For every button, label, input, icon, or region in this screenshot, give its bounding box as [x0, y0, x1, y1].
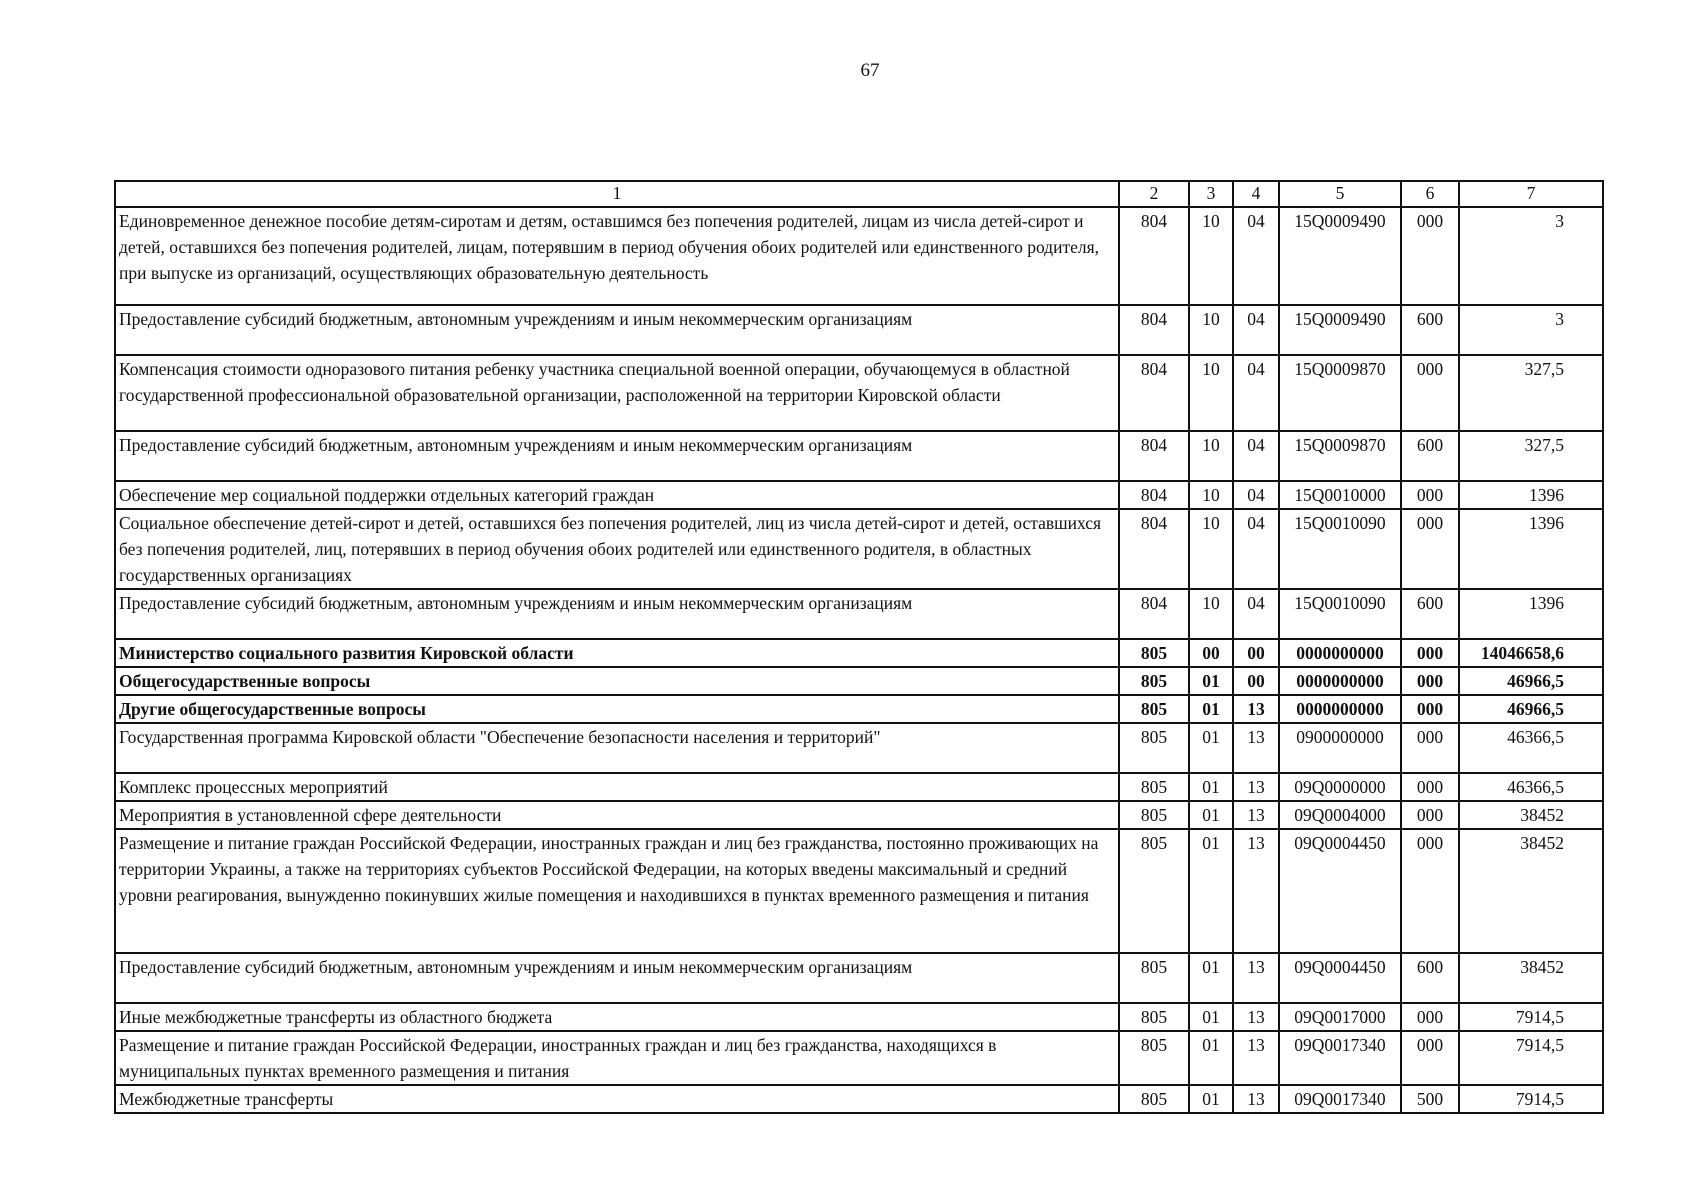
row-expense-type-cell: 000	[1401, 509, 1459, 589]
row-code-cell: 804	[1119, 355, 1189, 431]
row-name-cell: Размещение и питание граждан Российской Федерации, иностранных граждан и лиц без гражданства, находящихся в муниципальных пунктах временного размещения и питания	[115, 1031, 1119, 1085]
row-subsection-cell: 00	[1233, 667, 1279, 695]
row-code-cell: 805	[1119, 829, 1189, 953]
table-row	[115, 431, 1603, 481]
column-header: 5	[1279, 181, 1401, 207]
row-subsection-cell: 04	[1233, 589, 1279, 639]
table-row	[115, 773, 1603, 801]
row-name-cell: Министерство социального развития Кировской области	[115, 639, 1119, 667]
row-subsection-cell: 13	[1233, 829, 1279, 953]
row-target-article-cell: 0900000000	[1279, 723, 1401, 773]
row-amount-cell: 7914,5	[1459, 1003, 1603, 1031]
row-target-article-cell: 15Q0009870	[1279, 431, 1401, 481]
row-subsection-cell: 13	[1233, 723, 1279, 773]
row-section-cell: 01	[1189, 1031, 1233, 1085]
row-name-cell: Государственная программа Кировской области "Обеспечение безопасности населения и территорий"	[115, 723, 1119, 773]
row-name-cell: Предоставление субсидий бюджетным, автономным учреждениям и иным некоммерческим организациям	[115, 589, 1119, 639]
row-target-article-cell: 15Q0009490	[1279, 207, 1401, 305]
column-header: 4	[1233, 181, 1279, 207]
budget-table	[114, 180, 1604, 1114]
row-expense-type-cell: 600	[1401, 953, 1459, 1003]
row-amount-cell: 327,5	[1459, 355, 1603, 431]
row-amount-cell: 1396	[1459, 589, 1603, 639]
column-header: 2	[1119, 181, 1189, 207]
row-target-article-cell: 09Q0017340	[1279, 1085, 1401, 1113]
column-header: 1	[115, 181, 1119, 207]
table-body	[115, 207, 1603, 1113]
row-amount-cell: 38452	[1459, 829, 1603, 953]
row-target-article-cell: 15Q0009490	[1279, 305, 1401, 355]
row-amount-cell: 327,5	[1459, 431, 1603, 481]
table-row	[115, 639, 1603, 667]
row-section-cell: 01	[1189, 695, 1233, 723]
row-expense-type-cell: 000	[1401, 1031, 1459, 1085]
row-expense-type-cell: 600	[1401, 431, 1459, 481]
row-expense-type-cell: 500	[1401, 1085, 1459, 1113]
row-section-cell: 10	[1189, 355, 1233, 431]
row-amount-cell: 3	[1459, 207, 1603, 305]
row-section-cell: 01	[1189, 801, 1233, 829]
row-expense-type-cell: 000	[1401, 695, 1459, 723]
row-subsection-cell: 04	[1233, 207, 1279, 305]
table-row	[115, 1031, 1603, 1085]
row-section-cell: 01	[1189, 773, 1233, 801]
row-code-cell: 805	[1119, 773, 1189, 801]
table-row	[115, 1085, 1603, 1113]
row-subsection-cell: 13	[1233, 953, 1279, 1003]
table-row	[115, 481, 1603, 509]
row-expense-type-cell: 000	[1401, 773, 1459, 801]
row-name-cell: Размещение и питание граждан Российской Федерации, иностранных граждан и лиц без гражданства, постоянно проживающих на территории Украины, а также на территориях субъектов Российской Федерации, на которых введены максимальный и средний уровни реагирования, вынужденно покинувших жилые помещения и находившихся в пунктах временного размещения и питания	[115, 829, 1119, 953]
table-row	[115, 1003, 1603, 1031]
row-name-cell: Предоставление субсидий бюджетным, автономным учреждениям и иным некоммерческим организациям	[115, 431, 1119, 481]
row-target-article-cell: 0000000000	[1279, 639, 1401, 667]
row-amount-cell: 38452	[1459, 953, 1603, 1003]
row-expense-type-cell: 000	[1401, 639, 1459, 667]
row-target-article-cell: 0000000000	[1279, 695, 1401, 723]
row-code-cell: 805	[1119, 1031, 1189, 1085]
row-name-cell: Предоставление субсидий бюджетным, автономным учреждениям и иным некоммерческим организациям	[115, 953, 1119, 1003]
table-row	[115, 829, 1603, 953]
row-amount-cell: 1396	[1459, 509, 1603, 589]
row-expense-type-cell: 000	[1401, 829, 1459, 953]
row-subsection-cell: 13	[1233, 773, 1279, 801]
row-code-cell: 804	[1119, 431, 1189, 481]
row-target-article-cell: 0000000000	[1279, 667, 1401, 695]
row-name-cell: Обеспечение мер социальной поддержки отдельных категорий граждан	[115, 481, 1119, 509]
row-amount-cell: 7914,5	[1459, 1085, 1603, 1113]
row-name-cell: Общегосударственные вопросы	[115, 667, 1119, 695]
row-subsection-cell: 13	[1233, 801, 1279, 829]
table-row	[115, 953, 1603, 1003]
table-row	[115, 305, 1603, 355]
row-code-cell: 805	[1119, 723, 1189, 773]
row-name-cell: Другие общегосударственные вопросы	[115, 695, 1119, 723]
row-amount-cell: 46366,5	[1459, 773, 1603, 801]
table-row	[115, 509, 1603, 589]
column-header: 7	[1459, 181, 1603, 207]
row-subsection-cell: 04	[1233, 481, 1279, 509]
row-section-cell: 10	[1189, 589, 1233, 639]
row-subsection-cell: 13	[1233, 695, 1279, 723]
row-amount-cell: 38452	[1459, 801, 1603, 829]
row-expense-type-cell: 000	[1401, 481, 1459, 509]
row-code-cell: 804	[1119, 509, 1189, 589]
table-row	[115, 801, 1603, 829]
row-section-cell: 01	[1189, 829, 1233, 953]
row-target-article-cell: 09Q0004450	[1279, 953, 1401, 1003]
row-name-cell: Мероприятия в установленной сфере деятельности	[115, 801, 1119, 829]
row-section-cell: 00	[1189, 639, 1233, 667]
row-code-cell: 805	[1119, 1085, 1189, 1113]
row-expense-type-cell: 600	[1401, 305, 1459, 355]
row-target-article-cell: 15Q0009870	[1279, 355, 1401, 431]
row-expense-type-cell: 000	[1401, 801, 1459, 829]
table-row	[115, 667, 1603, 695]
row-section-cell: 10	[1189, 431, 1233, 481]
row-code-cell: 804	[1119, 481, 1189, 509]
row-expense-type-cell: 600	[1401, 589, 1459, 639]
row-name-cell: Социальное обеспечение детей-сирот и детей, оставшихся без попечения родителей, лиц из числа детей-сирот и детей, оставшихся без попечения родителей, лиц, потерявших в период обучения обоих родителей или единственного родителя, в областных государственных организациях	[115, 509, 1119, 589]
row-name-cell: Компенсация стоимости одноразового питания ребенку участника специальной военной операции, обучающемуся в областной государственной профессиональной образовательной организации, расположенной на территории Кировской области	[115, 355, 1119, 431]
row-amount-cell: 1396	[1459, 481, 1603, 509]
row-target-article-cell: 09Q0004000	[1279, 801, 1401, 829]
table-row	[115, 207, 1603, 305]
row-section-cell: 01	[1189, 1003, 1233, 1031]
row-subsection-cell: 04	[1233, 305, 1279, 355]
row-code-cell: 804	[1119, 305, 1189, 355]
row-expense-type-cell: 000	[1401, 667, 1459, 695]
row-code-cell: 804	[1119, 589, 1189, 639]
row-amount-cell: 46366,5	[1459, 723, 1603, 773]
row-section-cell: 10	[1189, 305, 1233, 355]
row-name-cell: Предоставление субсидий бюджетным, автономным учреждениям и иным некоммерческим организациям	[115, 305, 1119, 355]
row-expense-type-cell: 000	[1401, 723, 1459, 773]
row-target-article-cell: 09Q0017000	[1279, 1003, 1401, 1031]
row-target-article-cell: 15Q0010090	[1279, 509, 1401, 589]
row-subsection-cell: 04	[1233, 355, 1279, 431]
row-expense-type-cell: 000	[1401, 1003, 1459, 1031]
table-row	[115, 723, 1603, 773]
page-number: 67	[860, 60, 880, 81]
row-amount-cell: 14046658,6	[1459, 639, 1603, 667]
row-target-article-cell: 15Q0010000	[1279, 481, 1401, 509]
row-subsection-cell: 13	[1233, 1085, 1279, 1113]
row-name-cell: Иные межбюджетные трансферты из областного бюджета	[115, 1003, 1119, 1031]
row-target-article-cell: 09Q0004450	[1279, 829, 1401, 953]
row-section-cell: 10	[1189, 207, 1233, 305]
row-code-cell: 804	[1119, 207, 1189, 305]
row-name-cell: Комплекс процессных мероприятий	[115, 773, 1119, 801]
row-section-cell: 10	[1189, 509, 1233, 589]
row-subsection-cell: 04	[1233, 509, 1279, 589]
row-amount-cell: 7914,5	[1459, 1031, 1603, 1085]
row-amount-cell: 46966,5	[1459, 667, 1603, 695]
row-target-article-cell: 15Q0010090	[1279, 589, 1401, 639]
table-row	[115, 695, 1603, 723]
row-subsection-cell: 13	[1233, 1031, 1279, 1085]
row-section-cell: 01	[1189, 1085, 1233, 1113]
row-section-cell: 01	[1189, 723, 1233, 773]
row-subsection-cell: 04	[1233, 431, 1279, 481]
row-amount-cell: 46966,5	[1459, 695, 1603, 723]
row-name-cell: Единовременное денежное пособие детям-сиротам и детям, оставшимся без попечения родителей, лицам из числа детей-сирот и детей, оставшихся без попечения родителей, лицам, потерявшим в период обучения обоих родителей или единственного родителя, при выпуске из организаций, осуществляющих образовательную деятельность	[115, 207, 1119, 305]
row-expense-type-cell: 000	[1401, 207, 1459, 305]
row-code-cell: 805	[1119, 1003, 1189, 1031]
row-code-cell: 805	[1119, 639, 1189, 667]
row-name-cell: Межбюджетные трансферты	[115, 1085, 1119, 1113]
header-row	[115, 181, 1603, 207]
row-code-cell: 805	[1119, 695, 1189, 723]
table-row	[115, 589, 1603, 639]
row-target-article-cell: 09Q0000000	[1279, 773, 1401, 801]
row-section-cell: 01	[1189, 667, 1233, 695]
row-amount-cell: 3	[1459, 305, 1603, 355]
table-row	[115, 355, 1603, 431]
column-header: 3	[1189, 181, 1233, 207]
row-code-cell: 805	[1119, 953, 1189, 1003]
row-target-article-cell: 09Q0017340	[1279, 1031, 1401, 1085]
row-code-cell: 805	[1119, 667, 1189, 695]
row-subsection-cell: 00	[1233, 639, 1279, 667]
row-code-cell: 805	[1119, 801, 1189, 829]
row-section-cell: 10	[1189, 481, 1233, 509]
row-expense-type-cell: 000	[1401, 355, 1459, 431]
row-subsection-cell: 13	[1233, 1003, 1279, 1031]
column-header: 6	[1401, 181, 1459, 207]
row-section-cell: 01	[1189, 953, 1233, 1003]
